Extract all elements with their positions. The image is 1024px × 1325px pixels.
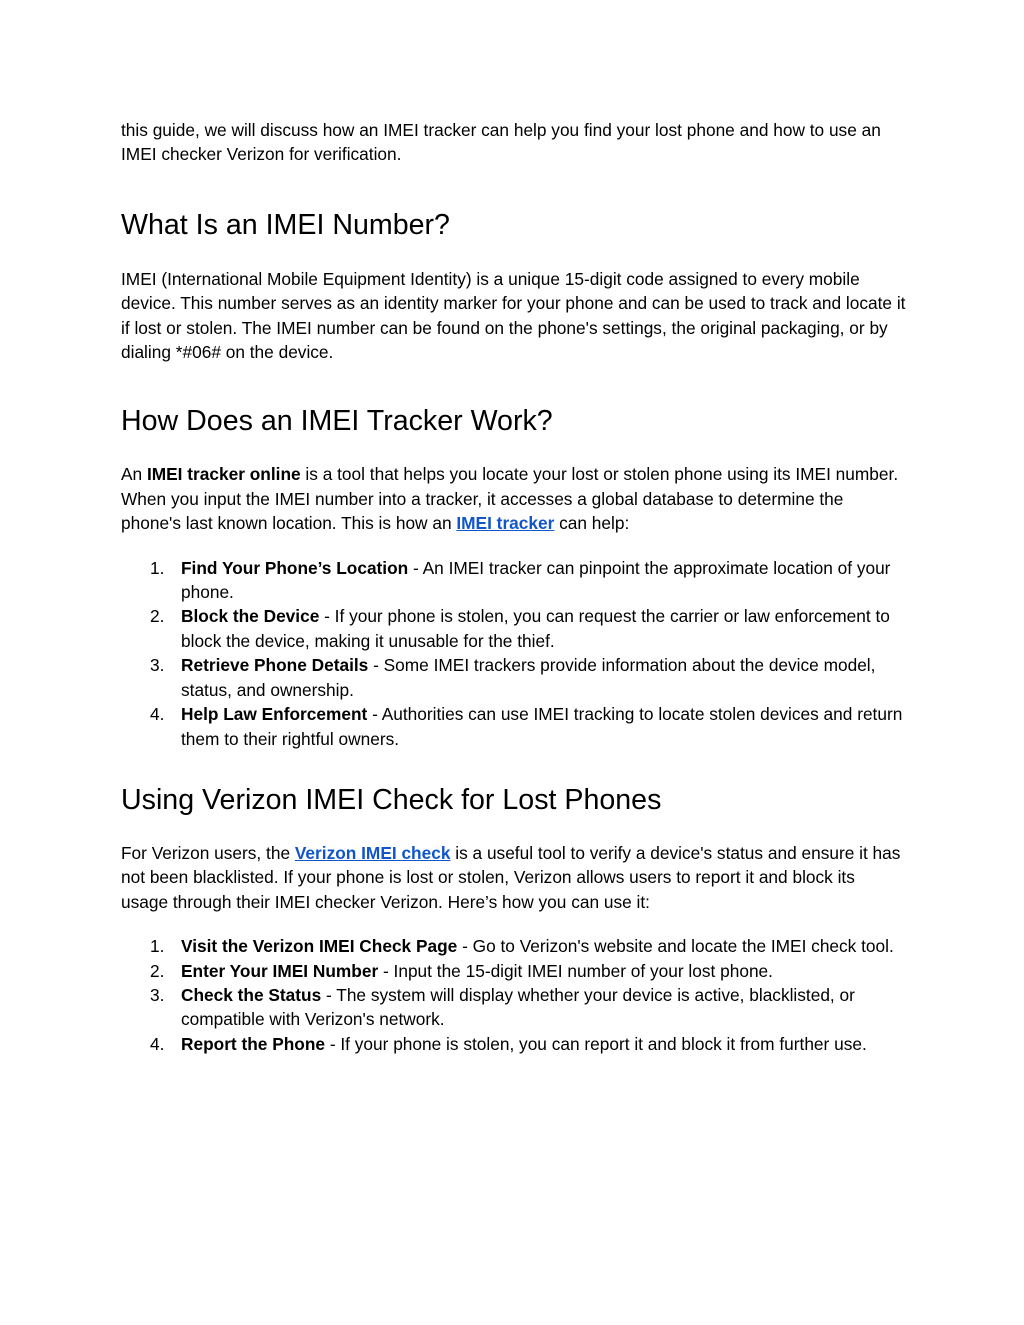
list-item-title: Enter Your IMEI Number bbox=[181, 960, 379, 981]
list-item bbox=[121, 934, 906, 958]
intro-paragraph: this guide, we will discuss how an IMEI tracker can help you find your lost phone and how to use an IMEI checker Verizon for verification. bbox=[121, 120, 881, 165]
list-item bbox=[121, 1032, 906, 1056]
list-item-text: - Go to Verizon's website and locate the IMEI check tool. bbox=[457, 936, 894, 957]
paragraph-text: is a tool that helps you locate your lost or stolen phone using its IMEI number. When you input the IMEI number into a tracker, it accesses a global database to determine the phone's last known location. This is how an bbox=[121, 464, 899, 534]
list-item-title: Visit the Verizon IMEI Check Page bbox=[181, 936, 458, 957]
list-item-title: Retrieve Phone Details bbox=[181, 655, 369, 676]
paragraph-text: An bbox=[121, 464, 147, 485]
list-item-text: - Some IMEI trackers provide information about the device model, status, and ownership. bbox=[181, 655, 876, 700]
list-item bbox=[121, 959, 906, 983]
list-item bbox=[121, 604, 906, 653]
paragraph-text: is a useful tool to verify a device's status and ensure it has not been blacklisted. If your phone is lost or stolen, Verizon allows users to report it and block its usage through their IMEI checker Verizon. Here’s how you can use it: bbox=[121, 842, 901, 912]
list-number: 3. bbox=[150, 984, 165, 1005]
list-item-title: Block the Device bbox=[181, 606, 320, 627]
list-number: 3. bbox=[150, 655, 165, 676]
list-item-text: - If your phone is stolen, you can report it and block it from further use. bbox=[325, 1033, 867, 1054]
verizon-imei-check-link[interactable]: Verizon IMEI check bbox=[294, 842, 451, 863]
list-number: 1. bbox=[150, 936, 165, 957]
list-item-title: Find Your Phone’s Location bbox=[181, 557, 409, 578]
imei-tracker-link[interactable]: IMEI tracker bbox=[456, 513, 555, 534]
document-page bbox=[121, 118, 906, 1056]
heading-verizon-imei-check: Using Verizon IMEI Check for Lost Phones bbox=[121, 783, 662, 816]
verizon-paragraph bbox=[121, 841, 906, 914]
list-item bbox=[121, 653, 906, 702]
list-item-title: Check the Status bbox=[181, 984, 322, 1005]
bold-term: IMEI tracker online bbox=[146, 464, 301, 485]
list-item-title: Help Law Enforcement bbox=[181, 704, 368, 725]
list-item-text: - An IMEI tracker can pinpoint the approximate location of your phone. bbox=[181, 557, 891, 603]
list-item bbox=[121, 702, 906, 751]
list-number: 1. bbox=[150, 557, 165, 578]
list-item-text: - Input the 15-digit IMEI number of your lost phone. bbox=[378, 960, 773, 981]
list-item bbox=[121, 556, 906, 605]
what-is-imei-paragraph: IMEI (International Mobile Equipment Identity) is a unique 15-digit code assigned to every mobile device. This number serves as an identity marker for your phone and can be used to track and locate it if lost or stolen. The IMEI number can be found on the phone's settings, the original packaging, or by dialing *#06# on the device. bbox=[121, 268, 906, 363]
list-number: 2. bbox=[150, 960, 165, 981]
how-tracker-works-paragraph bbox=[121, 462, 906, 535]
list-number: 4. bbox=[150, 704, 165, 725]
tracker-benefits-list bbox=[121, 556, 906, 751]
paragraph-text: For Verizon users, the bbox=[121, 842, 295, 863]
list-item-text: - If your phone is stolen, you can request the carrier or law enforcement to block the device, making it unusable for the thief. bbox=[181, 606, 890, 651]
heading-how-tracker-works: How Does an IMEI Tracker Work? bbox=[121, 405, 553, 438]
list-item bbox=[121, 983, 906, 1032]
heading-what-is-imei: What Is an IMEI Number? bbox=[121, 208, 450, 241]
list-number: 4. bbox=[150, 1033, 165, 1054]
list-item-title: Report the Phone bbox=[181, 1033, 326, 1054]
list-item-text: - The system will display whether your device is active, blacklisted, or compatible with Verizon's network. bbox=[181, 984, 855, 1030]
list-item-text: - Authorities can use IMEI tracking to locate stolen devices and return them to their rightful owners. bbox=[181, 704, 903, 749]
paragraph-text: can help: bbox=[554, 513, 630, 534]
list-number: 2. bbox=[150, 606, 165, 627]
verizon-steps-list bbox=[121, 934, 906, 1056]
